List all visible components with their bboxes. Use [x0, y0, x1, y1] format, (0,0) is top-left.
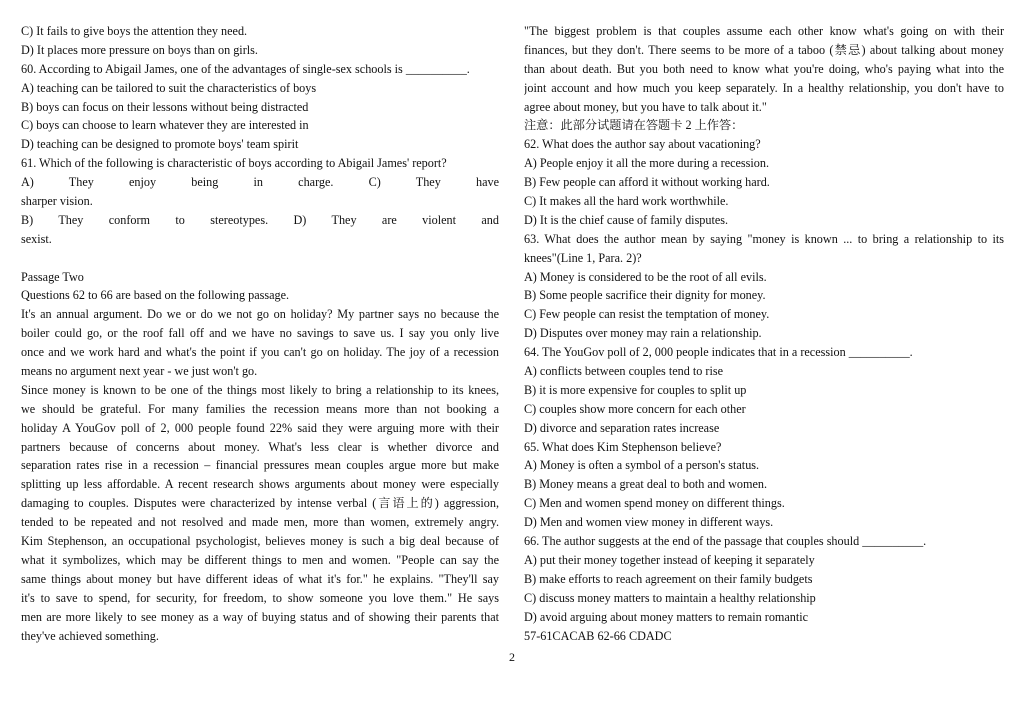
text-line: 61. Which of the following is characteristic of boys according to Abigail James' report?: [21, 156, 447, 171]
text-line: boiler could go, or the roof fall off and we have no savings to save us. I say you only live: [21, 326, 499, 341]
text-line: D) Disputes over money may rain a relationship.: [524, 326, 762, 341]
text-line: D) It places more pressure on boys than on girls.: [21, 42, 258, 57]
text-line: B) make efforts to reach agreement on their family budgets: [524, 571, 813, 586]
text-line: means no argument next year - we just won't go.: [21, 364, 258, 379]
text-line: separation rates rise in a recession – financial pressures mean couples argue more but make: [21, 458, 499, 473]
text-line: 63. What does the author mean by saying "money is known ... to bring a relationship to its: [524, 231, 1004, 246]
text-line: D) avoid arguing about money matters to remain romantic: [524, 609, 809, 624]
text-line: Questions 62 to 66 are based on the following passage.: [21, 288, 290, 303]
text-line: damaging to couples. Disputes were characterized by intense verbal (言语上的) aggression,: [21, 496, 499, 511]
text-line: D) It is the chief cause of family disputes.: [524, 212, 729, 227]
text-line: C) It makes all the hard work worthwhile.: [524, 194, 729, 209]
text-line: men are more likely to see money as a way of buying status and of showing their parents that: [21, 609, 499, 624]
text-line: sharper vision.: [21, 194, 93, 209]
text-line: than about death. But you both need to know what you're doing, who's paying what into the: [524, 61, 1004, 76]
text-line: C) Men and women spend money on different things.: [524, 496, 785, 511]
text-line: tended to be repeated and not resolved and made men, more than women, extremely angry.: [21, 515, 499, 530]
text-line: C) couples show more concern for each other: [524, 401, 746, 416]
text-line: holiday A YouGov poll of 2, 000 people found 22% said they were arguing more with their: [21, 420, 499, 435]
text-line: same things about money but have different ideas of what it's for." he explains. "They'll say: [21, 571, 499, 586]
text-line: we should be grateful. For many families the recession means more than not booking a: [21, 401, 499, 416]
text-line: sexist.: [21, 231, 52, 246]
text-line: it's to save to spend, for security, for freedom, to show someone you love them." He says: [21, 590, 499, 605]
text-line: 66. The author suggests at the end of the passage that couples should __________.: [524, 534, 927, 549]
text-line: A) Money is considered to be the root of all evils.: [524, 269, 767, 284]
text-line: A) conflicts between couples tend to rise: [524, 364, 723, 379]
right-column: [524, 22, 1004, 645]
text-line: 60. According to Abigail James, one of the advantages of single-sex schools is __________.: [21, 61, 470, 76]
text-line: Passage Two: [21, 269, 84, 284]
text-line: C) boys can choose to learn whatever they are interested in: [21, 118, 309, 133]
text-line: what it symbolizes, which may be different things to men and women. "People can say the: [21, 552, 499, 567]
text-line: Since money is known to be one of the things most likely to bring a relationship to its knees,: [21, 382, 499, 397]
text-line: splitting up less affordable. A recent research shows arguments about money were especially: [21, 477, 499, 492]
text-line: 65. What does Kim Stephenson believe?: [524, 439, 722, 454]
text-line: 57-61CACAB 62-66 CDADC: [524, 628, 672, 643]
text-line: A) People enjoy it all the more during a recession.: [524, 156, 770, 171]
text-line: A) teaching can be tailored to suit the characteristics of boys: [21, 80, 317, 95]
text-line: B) Few people can afford it without working hard.: [524, 175, 770, 190]
text-line: joint account and how much you keep separately. In a healthy relationship, you don't have to: [524, 80, 1004, 95]
text-line: B) boys can focus on their lessons without being distracted: [21, 99, 309, 114]
text-line: Kim Stephenson, an occupational psychologist, believes money is such a big deal because of: [21, 534, 499, 549]
text-line: A) They enjoy being in charge. C) They have: [21, 175, 499, 190]
text-line: [21, 249, 499, 268]
text-line: D) divorce and separation rates increase: [524, 420, 720, 435]
page-number: 2: [509, 650, 515, 664]
text-line: finances, but they don't. There seems to be more of a taboo (禁忌) about talking about money: [524, 42, 1004, 57]
text-line: B) Money means a great deal to both and women.: [524, 477, 768, 492]
text-line: they've achieved something.: [21, 628, 159, 643]
text-line: 注意：此部分试题请在答题卡 2 上作答：: [524, 118, 744, 133]
text-line: A) put their money together instead of keeping it separately: [524, 552, 815, 567]
text-line: once and we work hard and what's the point if you can't go on holiday. The joy of a recession: [21, 345, 499, 360]
text-line: D) Men and women view money in different ways.: [524, 515, 774, 530]
text-line: 62. What does the author say about vacationing?: [524, 137, 761, 152]
text-line: C) discuss money matters to maintain a healthy relationship: [524, 590, 816, 605]
text-line: D) teaching can be designed to promote boys' team spirit: [21, 137, 299, 152]
text-line: 64. The YouGov poll of 2, 000 people indicates that in a recession __________.: [524, 345, 913, 360]
text-line: B) Some people sacrifice their dignity for money.: [524, 288, 766, 303]
text-line: A) Money is often a symbol of a person's status.: [524, 458, 760, 473]
text-line: C) Few people can resist the temptation of money.: [524, 307, 770, 322]
text-line: C) It fails to give boys the attention they need.: [21, 24, 248, 38]
text-line: B) They conform to stereotypes. D) They are violent and: [21, 212, 499, 227]
text-line: knees"(Line 1, Para. 2)?: [524, 250, 642, 265]
text-line: It's an annual argument. Do we or do we not go on holiday? My partner says no because the: [21, 307, 499, 322]
text-line: "The biggest problem is that couples assume each other know what's going on with their: [524, 24, 1004, 38]
text-line: agree about money, but you have to talk about it.": [524, 99, 767, 114]
text-line: partners because of concerns about money. What's less clear is whether divorce and: [21, 439, 499, 454]
text-line: B) it is more expensive for couples to split up: [524, 382, 747, 397]
left-column: [21, 22, 499, 645]
